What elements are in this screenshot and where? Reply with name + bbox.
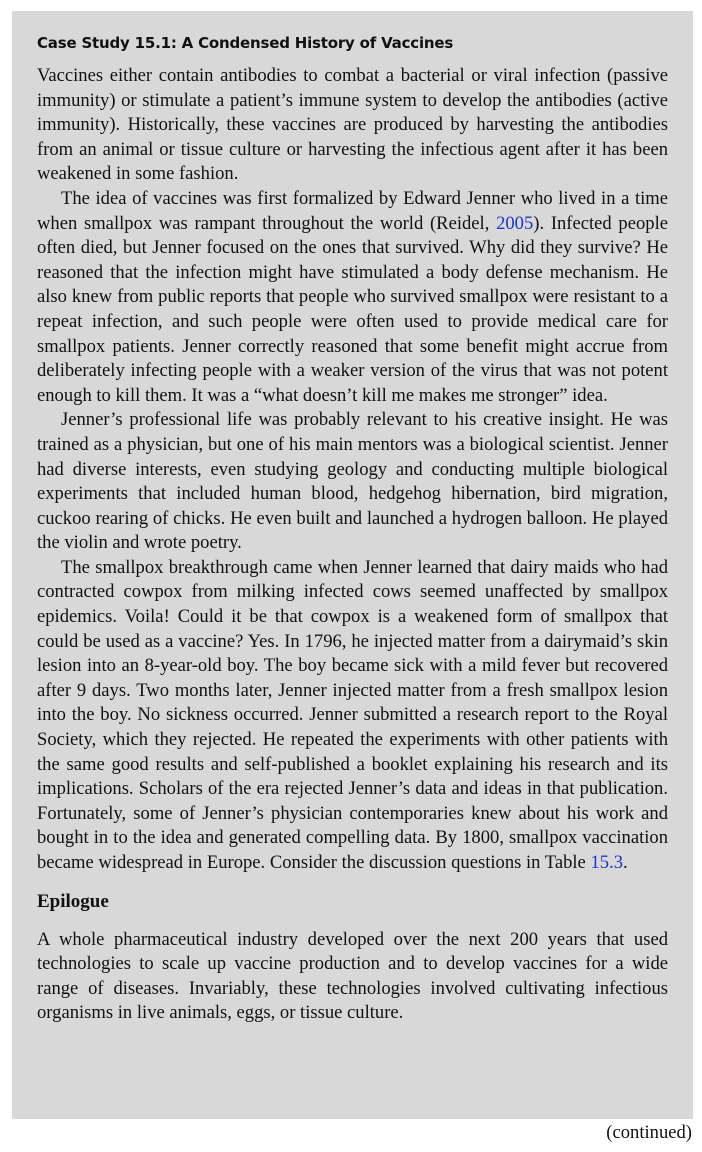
continued-label: (continued) xyxy=(606,1122,692,1143)
paragraph-2 xyxy=(37,187,668,408)
reference-link-2005[interactable]: 2005 xyxy=(496,212,534,234)
paragraph-3: Jenner’s professional life was probably relevant to his creative insight. He was trained as a physician, but one of his main mentors was a biological scientist. Jenner had diverse interests, even studying geology and conducting multiple biological experiments that included human blood, hedgehog hibernation, bird migration, cuckoo rearing of chicks. He even built and launched a hydrogen balloon. He played the violin and wrote poetry. xyxy=(37,409,668,554)
epilogue-heading: Epilogue xyxy=(37,890,109,912)
epilogue-paragraph: A whole pharmaceutical industry developed over the next 200 years that used technologies to scale up vaccine production and to develop vaccines for a wide range of diseases. Invariably, these technologies involved cultivating infectious organisms in live animals, eggs, or tissue culture. xyxy=(37,928,668,1024)
paragraph-4 xyxy=(37,556,668,876)
paragraph-1: Vaccines either contain antibodies to combat a bacterial or viral infection (passive immunity) or stimulate a patient’s immune system to develop the antibodies (active immunity). Historically, these vaccines are produced by harvesting the antibodies from an animal or tissue culture or harvesting the infectious agent after it has been weakened in some fashion. xyxy=(37,65,668,185)
case-study-title: Case Study 15.1: A Condensed History of Vaccines xyxy=(37,34,454,52)
paragraph-4-text-a: The smallpox breakthrough came when Jenner learned that dairy maids who had contracted cowpox from milking infected cows seemed unaffected by smallpox epidemics. Voila! Could it be that cowpox is a weakened form of smallpox that could be used as a vaccine? Yes. In 1796, he injected matter from a dairymaid’s skin lesion into an 8-year-old boy. The boy became sick with a mild fever but recovered after 9 days. Two months later, Jenner injected matter from a fresh smallpox lesion into the boy. No sickness occurred. Jenner submitted a research report to the Royal Society, which they rejected. He repeated the experiments with other patients with the same good results and self-published a booklet explaining his research and its implications. Scholars of the era rejected Jenner’s data and ideas in that publication. Fortunately, some of Jenner’s physician contemporaries knew about his work and bought in to the idea and generated compelling data. By 1800, smallpox vaccination became widespread in Europe. Consider the discussion questions in Table xyxy=(37,556,668,873)
paragraph-2-text-a: The idea of vaccines was first formalized by Edward Jenner who lived in a time when smallpox was rampant throughout the world (Reidel, xyxy=(37,187,668,234)
paragraph-4-text-b: . xyxy=(623,852,628,873)
paragraph-2-text-b: ). Infected people often died, but Jenner focused on the ones that survived. Why did they survive? He reasoned that the infection might have stimulated a body defense mechanism. He also knew from public reports that people who survived smallpox were resistant to a repeat infection, and such people were often used to provide medical care for smallpox patients. Jenner correctly reasoned that some benefit might accrue from deliberately infecting people with a weaker version of the virus that was not potent enough to kill them. It was a “what doesn’t kill me makes me stronger” idea. xyxy=(37,212,668,406)
case-study-box xyxy=(12,11,693,1119)
table-link-15-3[interactable]: 15.3 xyxy=(590,852,624,873)
